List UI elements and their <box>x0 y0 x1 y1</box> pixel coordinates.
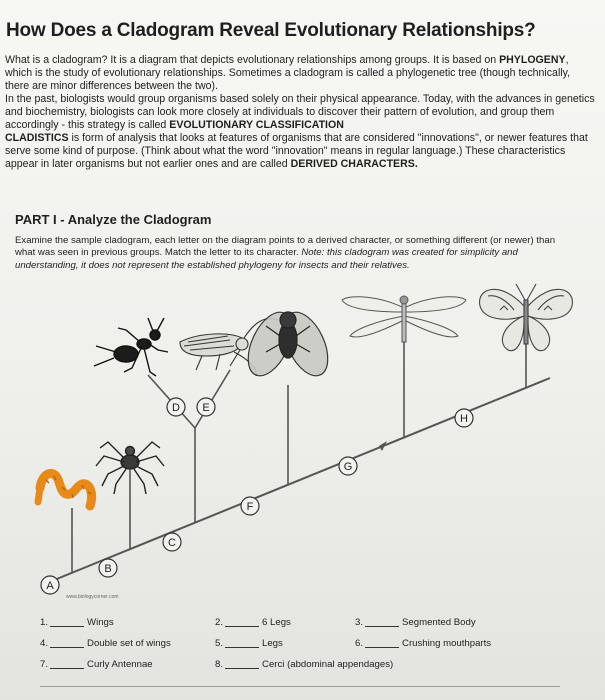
answer-blank-6[interactable] <box>365 637 399 648</box>
intro-text <box>5 54 597 171</box>
fly-illustration <box>239 306 336 383</box>
ant-illustration <box>94 318 168 376</box>
answer-item-5: 5. Legs <box>215 638 283 649</box>
cladogram-diagram <box>30 280 590 600</box>
cladogram-svg <box>30 280 590 600</box>
caterpillar-illustration <box>38 473 92 506</box>
answer-row-1 <box>40 616 560 637</box>
diagram-credit: www.biologycorner.com <box>66 594 119 600</box>
answer-item-4: 4. Double set of wings <box>40 638 171 649</box>
answer-item-6: 6. Crushing mouthparts <box>355 638 492 649</box>
intro-paragraph-phylogeny: What is a cladogram? It is a diagram that depicts evolutionary relationships among groups. It is based on PHYLOGENY, which is the study of evolutionary relationships. Sometimes a cladogram is called a phylogenetic tree (though technically, there are minor differences between the two). <box>5 54 571 92</box>
svg-text:D: D <box>172 402 180 414</box>
node-g <box>339 457 357 475</box>
node-c <box>163 533 181 551</box>
node-d <box>167 398 185 416</box>
answer-blank-8[interactable] <box>225 658 259 669</box>
answer-item-3: 3. Segmented Body <box>355 617 476 628</box>
part-title: PART I - Analyze the Cladogram <box>15 212 212 227</box>
node-f <box>241 497 259 515</box>
answer-blank-4[interactable] <box>50 637 84 648</box>
svg-text:F: F <box>246 501 254 513</box>
answer-item-8: 8. Cerci (abdominal appendages) <box>215 659 394 670</box>
branch-grasshopper <box>195 370 230 428</box>
svg-text:B: B <box>104 563 112 575</box>
intro-paragraph-classification: In the past, biologists would group organisms based solely on their physical appearance. Today, with the advances in genetics and biochemistry, biologists can look more closely at individuals to discover their pattern of evolution, and group them accordingly - this strategy is called EVOLUTIONARY CLASSIFICATION <box>5 93 595 131</box>
svg-text:G: G <box>343 461 353 473</box>
svg-text:C: C <box>168 537 176 549</box>
node-b <box>99 559 117 577</box>
answer-list <box>40 616 560 679</box>
trunk-arrow-mark <box>379 441 387 451</box>
answer-blank-7[interactable] <box>50 658 84 669</box>
page-title: How Does a Cladogram Reveal Evolutionary Relationships? <box>6 20 536 41</box>
answer-item-2: 2. 6 Legs <box>215 617 291 628</box>
answer-item-1: 1. Wings <box>40 617 114 628</box>
answer-item-7: 7. Curly Antennae <box>40 659 153 670</box>
answer-blank-3[interactable] <box>365 616 399 627</box>
page-bottom-rule <box>40 686 560 687</box>
answer-blank-2[interactable] <box>225 616 259 627</box>
butterfly-illustration <box>480 284 573 351</box>
node-e <box>197 398 215 416</box>
answer-row-2 <box>40 637 560 658</box>
svg-text:H: H <box>460 413 468 425</box>
svg-text:A: A <box>46 580 54 592</box>
svg-text:E: E <box>202 402 210 414</box>
dragonfly-illustration <box>342 296 466 342</box>
part-description: Examine the sample cladogram, each letter on the diagram points to a derived character, or something different (or newer) than what was seen in previous groups. Match the letter to its character. Note: this cladogram was created for simplicity and understanding, it does not represent the established phylogeny for insects and their relatives. <box>15 235 556 271</box>
answer-blank-1[interactable] <box>50 616 84 627</box>
node-h <box>455 409 473 427</box>
node-a <box>41 576 59 594</box>
answer-blank-5[interactable] <box>225 637 259 648</box>
answer-row-3 <box>40 658 560 679</box>
intro-paragraph-cladistics: CLADISTICS is form of analysis that looks at features of organisms that are considered "innovations", or newer features that serve some kind of purpose. (Think about what the word "innovation" means in regular language.) These characteristics appear in later organisms but not earlier ones and are called DERIVED CHARACTERS. <box>5 132 588 170</box>
